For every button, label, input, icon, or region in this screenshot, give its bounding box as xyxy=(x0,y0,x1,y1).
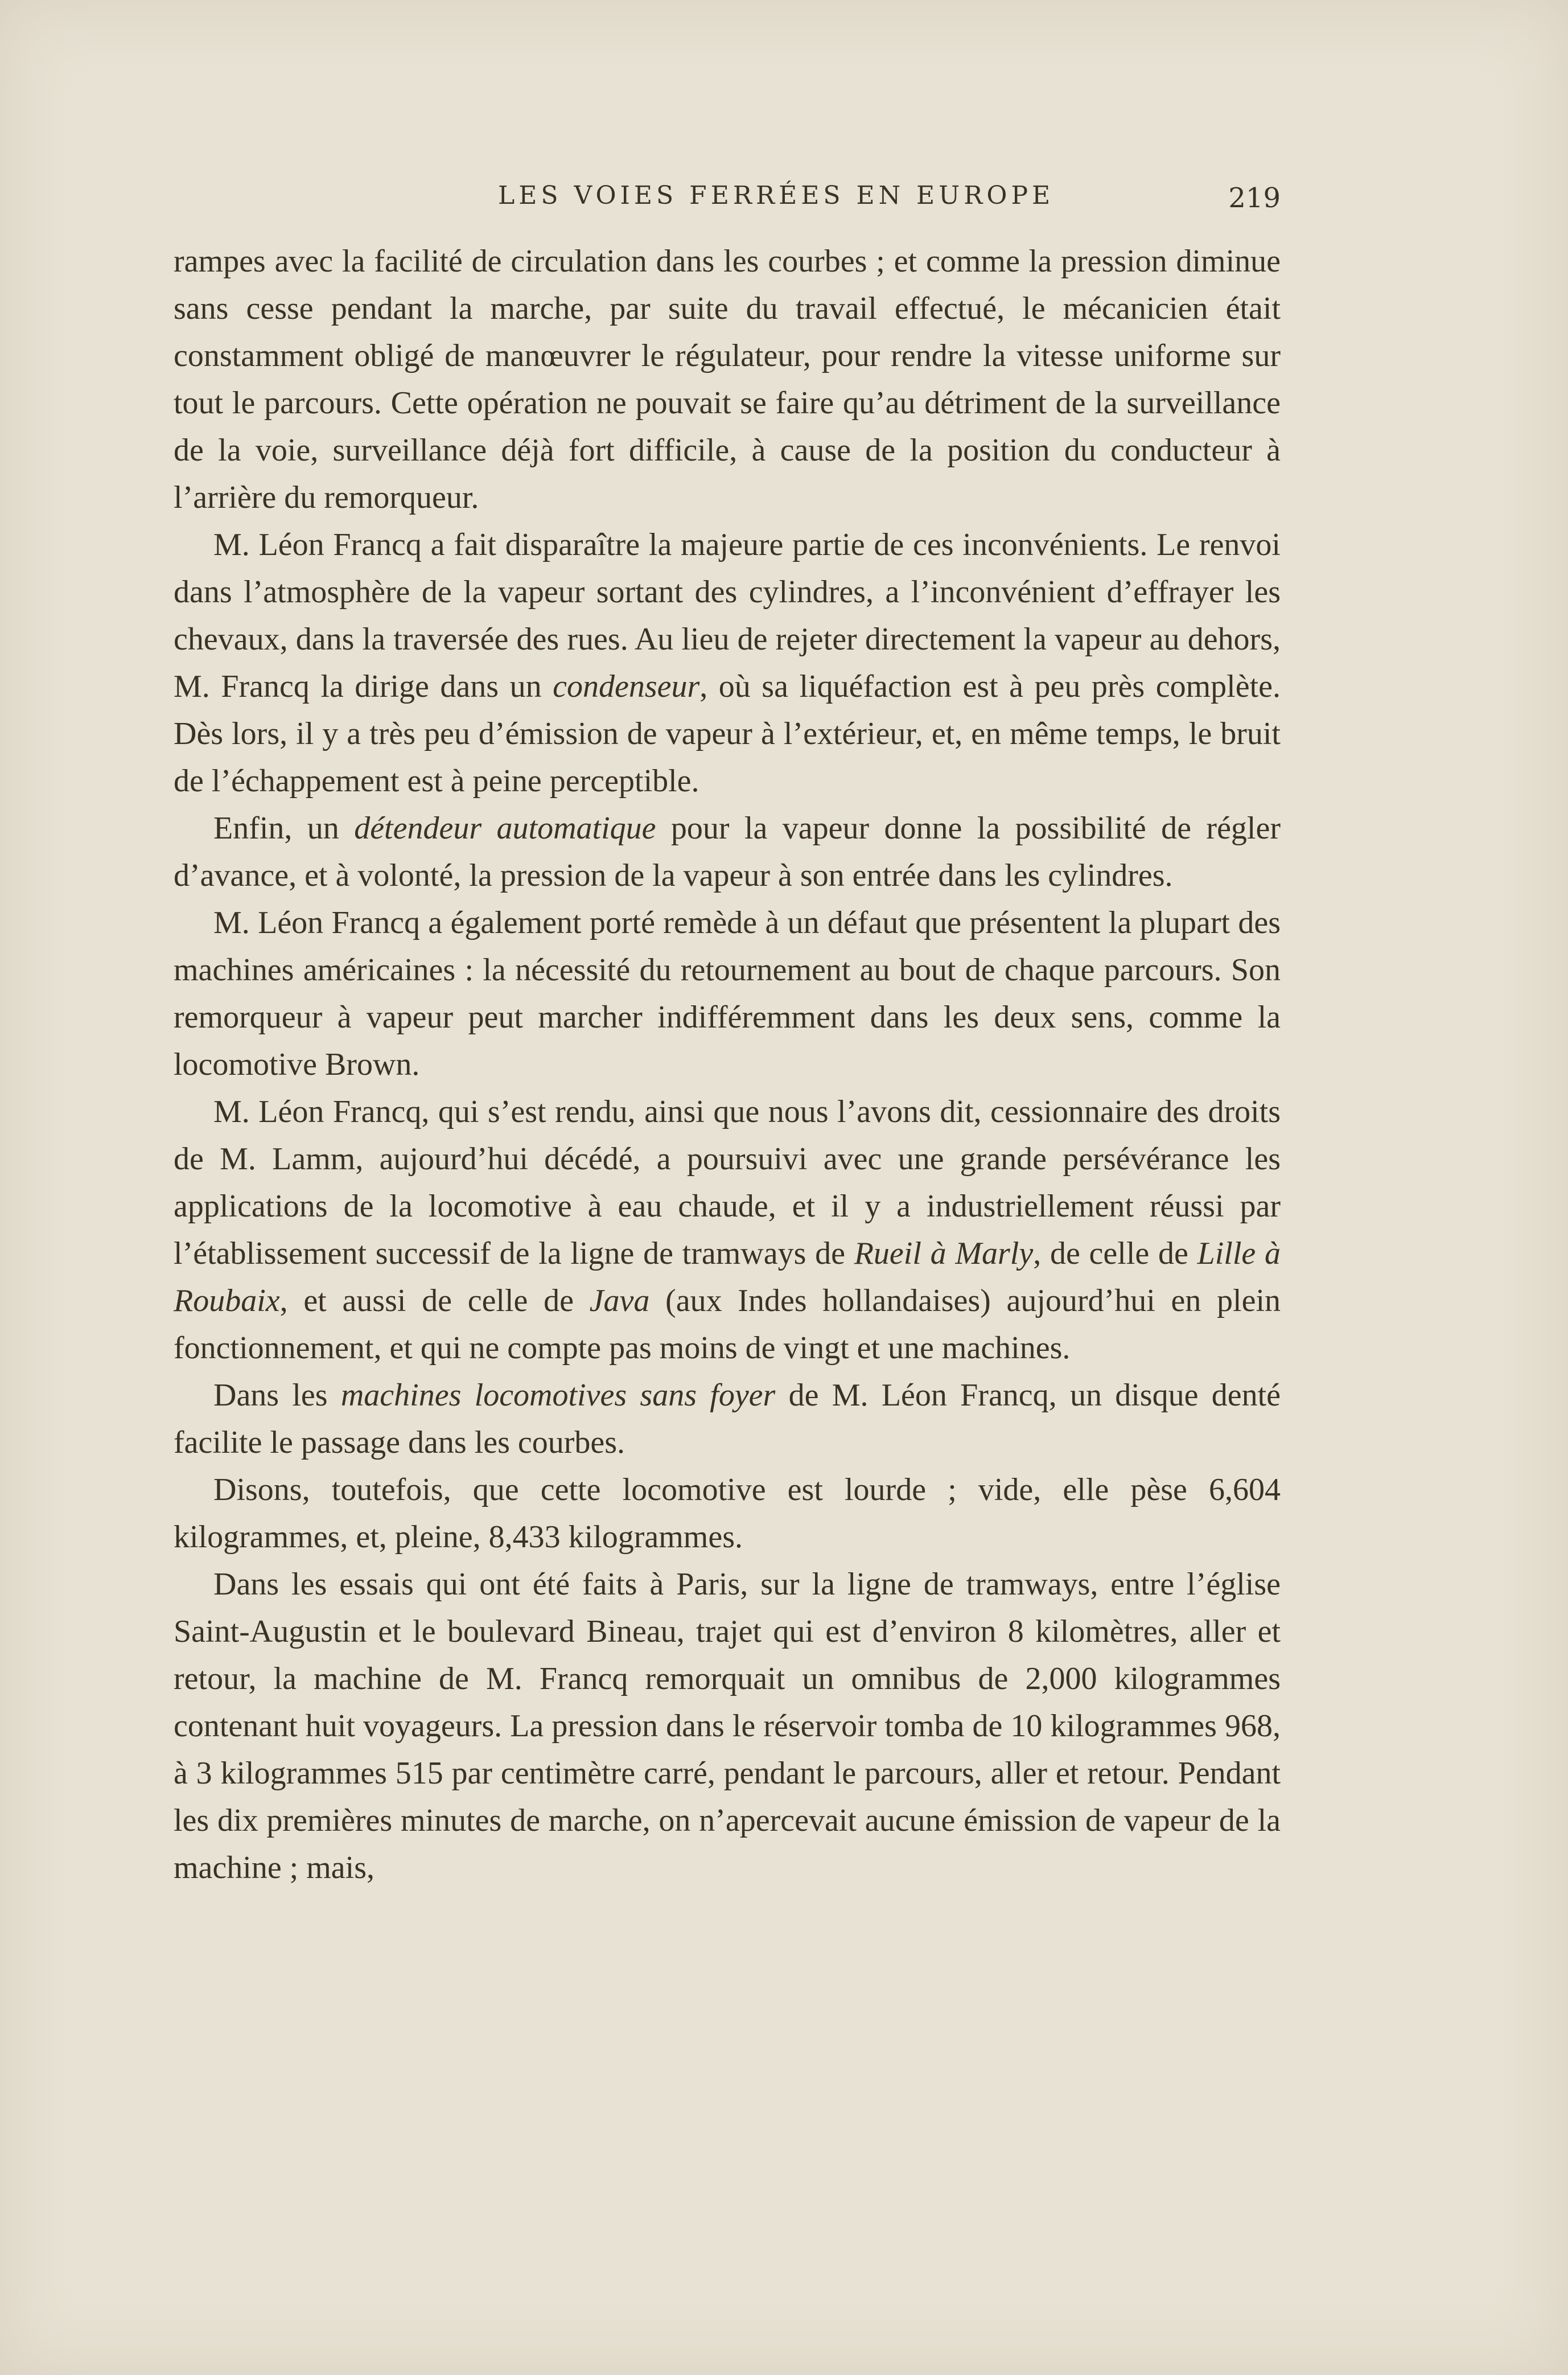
paragraph xyxy=(174,1372,1281,1466)
body-text xyxy=(174,238,1281,1892)
text-segment: rampes avec la facilité de circulation dans les courbes ; et comme la pression diminue sans cesse pendant la marche, par suite du travail effectué, le mécanicien était constamment obligé de manœuvrer le régulateur, pour rendre la vitesse uniforme sur tout le parcours. Cette opération ne pouvait se faire qu’au détriment de la surveillance de la voie, surveillance déjà fort difficile, à cause de la position du conducteur à l’arrière du remorqueur. xyxy=(174,244,1281,515)
text-segment: , et aussi de celle de xyxy=(279,1283,590,1318)
italic-term: Lille à Roubaix xyxy=(174,1236,1281,1318)
italic-term: Rueil à Marly xyxy=(854,1236,1034,1271)
paragraph xyxy=(174,238,1281,521)
text-segment: M. Léon Francq a également porté remède à un défaut que présentent la plupart des machines américaines : la nécessité du retournement au bout de chaque parcours. Son remorqueur à vapeur peut marcher indifféremment dans les deux sens, comme la locomotive Brown. xyxy=(174,905,1281,1082)
italic-term: condenseur xyxy=(553,669,700,704)
paragraph xyxy=(174,805,1281,899)
italic-term: détendeur automatique xyxy=(354,811,656,846)
text-segment: Enfin, un xyxy=(213,811,355,846)
italic-term: machines locomotives sans foyer xyxy=(340,1378,776,1413)
text-segment: Dans les essais qui ont été faits à Paris, sur la ligne de tramways, entre l’église Saint-Augustin et le boulevard Bineau, trajet qui est d’environ 8 kilomètres, aller et retour, la machine de M. Francq remorquait un omnibus de 2,000 kilogrammes contenant huit voyageurs. La pression dans le réservoir tomba de 10 kilogrammes 968, à 3 kilogrammes 515 par centimètre carré, pendant le parcours, aller et retour. Pendant les dix premières minutes de marche, on n’apercevait aucune émission de vapeur de la machine ; mais, xyxy=(174,1567,1281,1885)
text-segment: , de celle de xyxy=(1033,1236,1197,1271)
italic-term: Java xyxy=(589,1283,650,1318)
paragraph xyxy=(174,1561,1281,1892)
text-segment: M. Léon Francq, qui s’est rendu, ainsi que nous l’avons dit, cessionnaire des droits de M. Lamm, aujourd’hui décédé, a poursuivi avec une grande persévérance les applications de la locomotive à eau chaude, et il y a industriellement réussi par l’établissement successif de la ligne de tramways de xyxy=(174,1094,1281,1271)
paragraph xyxy=(174,899,1281,1088)
page-number: 219 xyxy=(1228,182,1281,214)
text-segment: de M. Léon Francq, un disque denté facilite le passage dans les courbes. xyxy=(174,1378,1281,1460)
text-segment: Disons, toutefois, que cette locomotive est lourde ; vide, elle pèse 6,604 kilogrammes, et, pleine, 8,433 kilogrammes. xyxy=(174,1472,1281,1555)
text-segment: (aux Indes hollandaises) aujourd’hui en plein fonctionnement, et qui ne compte pas moins de vingt et une machines. xyxy=(174,1283,1281,1366)
text-segment: , où sa liquéfaction est à peu près complète. Dès lors, il y a très peu d’émission de vapeur à l’extérieur, et, en même temps, le bruit de l’échappement est à peine perceptible. xyxy=(174,669,1281,799)
running-head: LES VOIES FERRÉES EN EUROPE xyxy=(498,181,1055,210)
page-header xyxy=(171,181,1281,215)
text-segment: Dans les xyxy=(213,1378,341,1413)
paragraph xyxy=(174,1088,1281,1372)
paragraph xyxy=(174,521,1281,805)
paragraph xyxy=(174,1466,1281,1561)
text-segment: pour la vapeur donne la possibilité de régler d’avance, et à volonté, la pression de la vapeur à son entrée dans les cylindres. xyxy=(174,811,1281,893)
text-segment: M. Léon Francq a fait disparaître la majeure partie de ces inconvénients. Le renvoi dans l’atmosphère de la vapeur sortant des cylindres, a l’inconvénient d’effrayer les chevaux, dans la traversée des rues. Au lieu de rejeter directement la vapeur au dehors, M. Francq la dirige dans un xyxy=(174,527,1281,704)
